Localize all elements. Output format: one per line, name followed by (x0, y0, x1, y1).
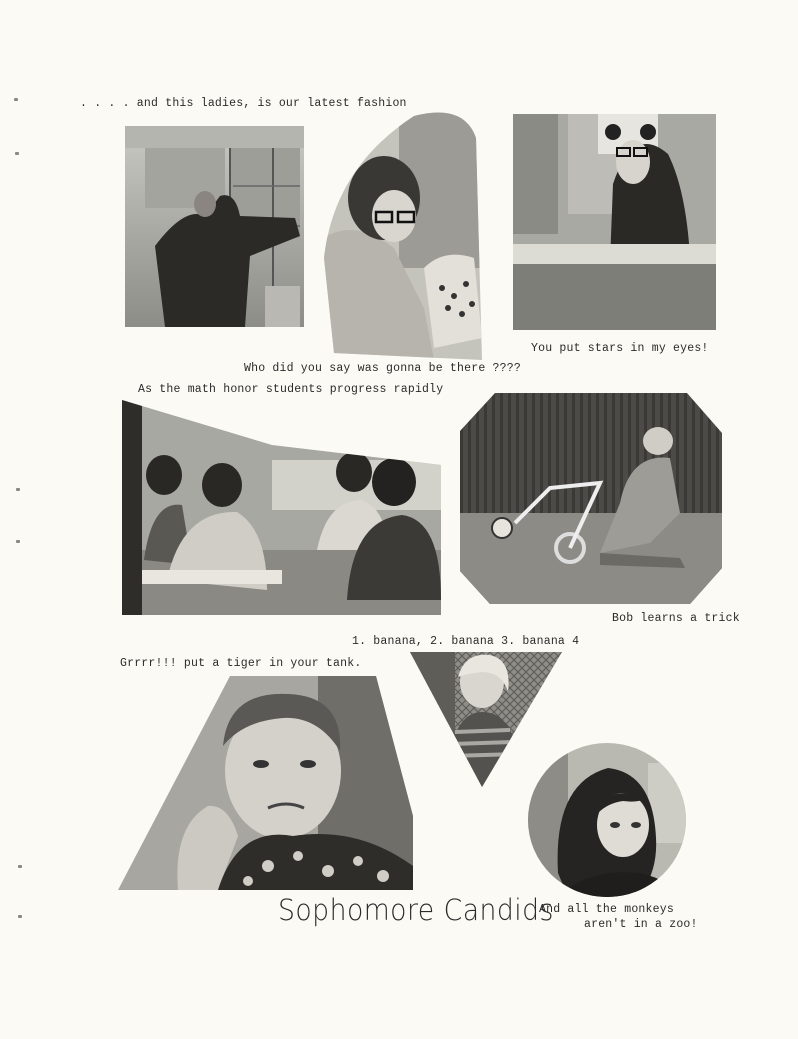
photo-circle-girl (528, 743, 686, 897)
caption-math-honor: As the math honor students progress rapidly (138, 383, 444, 396)
photo-girl-at-desk (513, 114, 716, 330)
caption-monkeys-line1: And all the monkeys (539, 903, 674, 916)
margin-mark (15, 152, 19, 155)
margin-mark (16, 488, 20, 491)
photo-fur-coat (125, 126, 304, 327)
photo-triangle-girl (410, 652, 562, 787)
caption-banana: 1. banana, 2. banana 3. banana 4 (352, 635, 580, 648)
photo-girl-glasses-bag (324, 108, 484, 360)
margin-mark (14, 98, 18, 101)
margin-mark (16, 540, 20, 543)
margin-mark (18, 865, 22, 868)
margin-mark (18, 915, 22, 918)
caption-stars: You put stars in my eyes! (531, 342, 709, 355)
photo-math-students (122, 400, 441, 615)
page-title: Sophomore Candids (278, 893, 554, 927)
caption-who-did-you-say: Who did you say was gonna be there ???? (244, 362, 521, 375)
photo-bob-tricycle (460, 393, 722, 604)
caption-tiger: Grrrr!!! put a tiger in your tank. (120, 657, 362, 670)
caption-fashion: . . . . and this ladies, is our latest fashion (80, 97, 407, 110)
photo-tiger-boy (118, 676, 413, 890)
caption-bob: Bob learns a trick (612, 612, 740, 625)
caption-monkeys-line2: aren't in a zoo! (584, 918, 698, 931)
